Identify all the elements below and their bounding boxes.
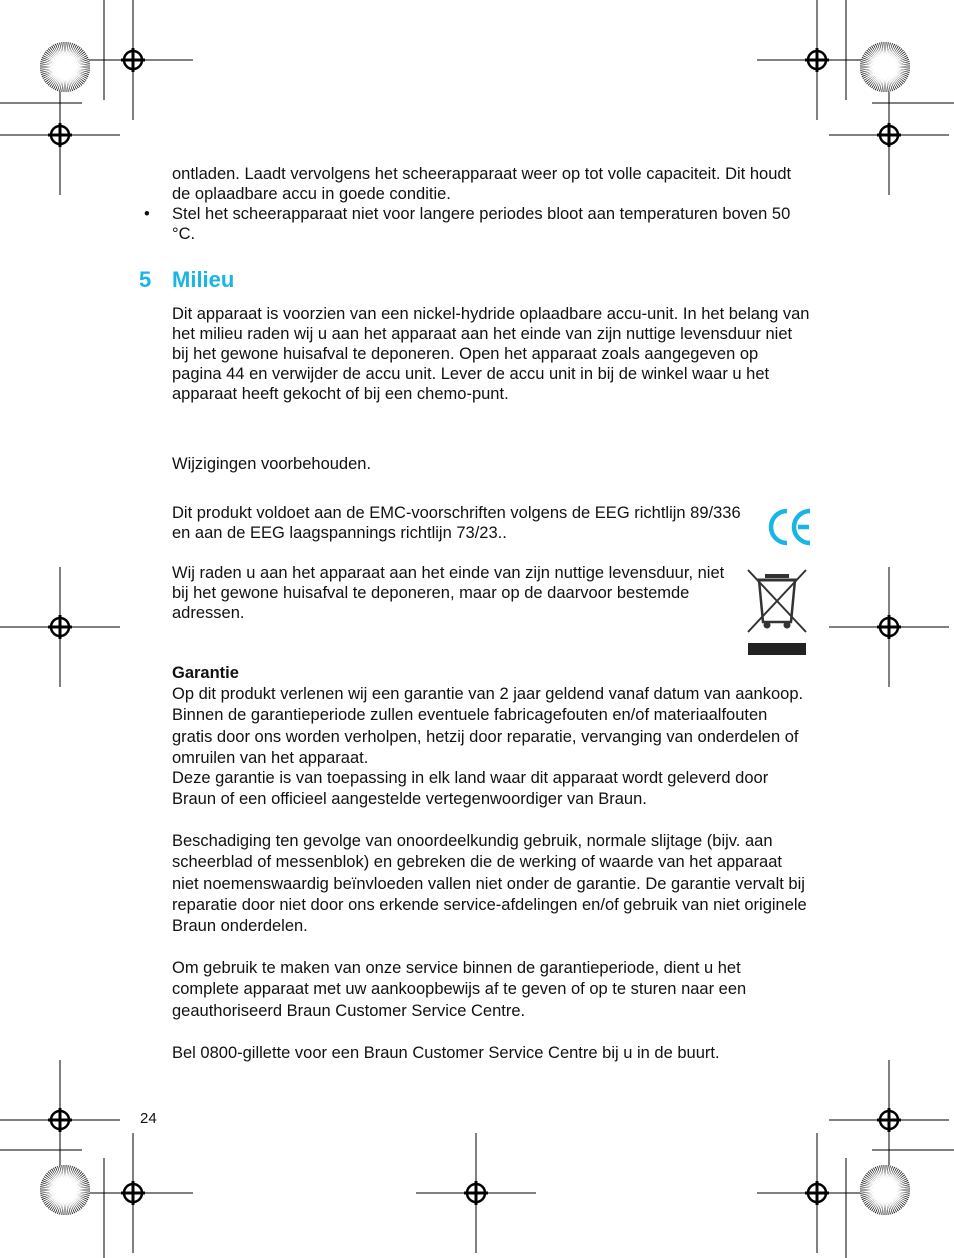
warranty-heading: Garantie — [172, 664, 239, 682]
registration-mark-icon — [0, 75, 120, 195]
warranty-paragraph-5: Bel 0800-gillette voor een Braun Customer Service Centre bij u in de buurt. — [172, 1044, 720, 1062]
registration-mark-icon — [73, 0, 193, 120]
registration-mark-icon — [73, 1133, 193, 1253]
star-target-icon — [860, 42, 910, 92]
registration-mark-icon — [757, 1133, 877, 1253]
bullet-marker: • — [144, 205, 150, 223]
ce-mark-icon — [767, 506, 813, 548]
registration-mark-icon — [829, 75, 949, 195]
registration-mark-icon — [757, 0, 877, 120]
registration-mark-icon — [416, 1133, 536, 1253]
warranty-paragraph-2: Deze garantie is van toepassing in elk land waar dit apparaat wordt geleverd door Braun of een officieel aangestelde vertegenwoordiger van Braun. — [172, 769, 769, 809]
star-target-icon — [40, 1165, 90, 1215]
star-target-icon — [860, 1165, 910, 1215]
warranty-paragraph-3: Beschadiging ten gevolge van onoordeelkundig gebruik, normale slijtage (bijv. aan scheerblad of messenblok) en gebreken die de werking of waarde van het apparaat niet noemenswaardig beïnvloeden vallen niet onder de garantie. De garantie vervalt bij reparatie door niet door ons erkende service-afdelingen en/of gebruik van niet originele Braun onderdelen. — [172, 832, 807, 936]
registration-mark-icon — [829, 567, 949, 687]
section-number: 5 — [139, 267, 152, 292]
registration-mark-icon — [0, 1060, 120, 1180]
bullet-text: Stel het scheerapparaat niet voor langere periodes bloot aan temperaturen boven 50 °C. — [172, 205, 791, 243]
section-body: Dit apparaat is voorzien van een nickel-hydride oplaadbare accu-unit. In het belang van het milieu raden wij u aan het apparaat aan het einde van zijn nuttige levensduur niet bij het gewone huisafval te deponeren. Open het apparaat zoals aangegeven op pagina 44 en verwijder de accu unit. Lever de accu unit in bij de winkel waar u het apparaat heeft gekocht of bij een chemo-punt. — [172, 305, 810, 403]
intro-continuation: ontladen. Laadt vervolgens het scheerapparaat weer op tot volle capaciteit. Dit houdt de oplaadbare accu in goede conditie. — [172, 165, 792, 203]
emc-notice: Dit produkt voldoet aan de EMC-voorschriften volgens de EEG richtlijn 89/336 en aan de EEG laagspannings richtlijn 73/23.. — [172, 504, 741, 542]
warranty-paragraph-1: Op dit produkt verlenen wij een garantie van 2 jaar geldend vanaf datum van aankoop. Binnen de garantieperiode zullen eventuele fabricagefouten en/of materiaalfouten gratis door ons worden verholpen, hetzij door reparatie, vervanging van onderdelen of omruilen van het apparaat. — [172, 685, 804, 767]
changes-notice: Wijzigingen voorbehouden. — [172, 455, 372, 473]
registration-mark-icon — [0, 567, 120, 687]
page-number: 24 — [140, 1110, 157, 1127]
star-target-icon — [40, 42, 90, 92]
registration-mark-icon — [829, 1060, 949, 1180]
disposal-notice: Wij raden u aan het apparaat aan het einde van zijn nuttige levensduur, niet bij het gewone huisafval te deponeren, maar op de daarvoor bestemde adressen. — [172, 564, 725, 622]
warranty-paragraph-4: Om gebruik te maken van onze service binnen de garantieperiode, dient u het complete apparaat met uw aankoopbewijs af te geven of op te sturen naar een geauthoriseerd Braun Customer Service Centre. — [172, 959, 747, 1020]
section-title: Milieu — [172, 267, 235, 292]
crossed-out-wheelie-bin-icon — [742, 566, 812, 658]
